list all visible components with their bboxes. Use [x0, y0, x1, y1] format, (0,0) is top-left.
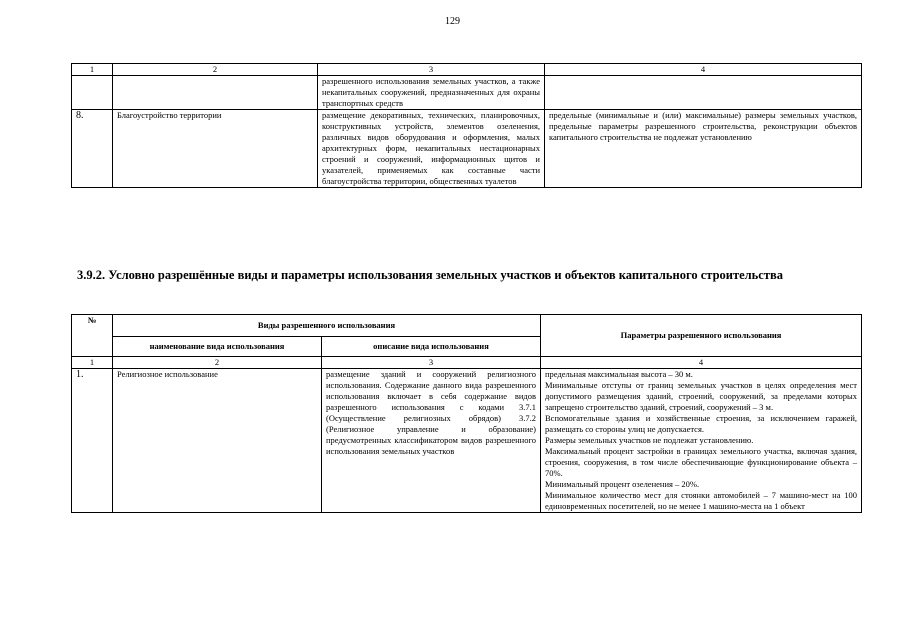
header-row	[72, 315, 862, 337]
param-line: предельная максимальная высота – 30 м.	[545, 369, 693, 379]
use-description-header: описание вида использования	[322, 337, 541, 357]
use-params: предельные (минимальные и (или) максимальные) размеры земельных участков, предельные параметры разрешенного строительства, реконструкции объектов капитального строительства не подлежат установлению	[545, 110, 862, 188]
number-header: №	[72, 315, 113, 357]
use-params-cell	[545, 76, 862, 110]
row-number: 8.	[72, 110, 113, 188]
column-number: 1	[72, 64, 113, 76]
table-row	[72, 76, 862, 110]
params-header: Параметры разрешенного использования	[541, 315, 862, 357]
column-number-row	[72, 64, 862, 76]
use-name: Религиозное использование	[113, 369, 322, 513]
use-name-header: наименование вида использования	[113, 337, 322, 357]
section-heading: 3.9.2. Условно разрешённые виды и параметры использования земельных участков и объектов капитального строительства	[77, 268, 783, 282]
use-params	[541, 369, 862, 513]
column-number: 4	[541, 357, 862, 369]
param-line: Размеры земельных участков не подлежат установлению.	[545, 435, 754, 445]
column-number: 3	[322, 357, 541, 369]
use-description: размещение декоративных, технических, планировочных, конструктивных устройств, элементов озеленения, различных видов оборудования и оформления, малых архитектурных форм, некапитальных нестационарных строений и сооружений, информационных щитов и указателей, применяемых как составные части благоустройства территории, общественных туалетов	[318, 110, 545, 188]
uses-group-header: Виды разрешенного использования	[113, 315, 541, 337]
row-num-cell	[72, 76, 113, 110]
row-number: 1.	[72, 369, 113, 513]
param-line: Максимальный процент застройки в границах земельного участка, включая здания, строения, сооружения, в том числе обеспечивающие функционирование объекта – 70%.	[545, 446, 857, 478]
column-number: 1	[72, 357, 113, 369]
column-number: 4	[545, 64, 862, 76]
column-number-row	[72, 357, 862, 369]
permitted-uses-table-continued	[71, 63, 862, 188]
use-description: размещение зданий и сооружений религиозного использования. Содержание данного вида разрешенного использования включает в себя содержание видов разрешенного использования с кодами 3.7.1 (Осуществление религиозных обрядов) 3.7.2 (Религиозное управление и образование) предусмотренных классификатором видов разрешенного использования земельных участков	[322, 369, 541, 513]
conditional-uses-table	[71, 314, 862, 513]
param-line: Минимальный процент озеленения – 20%.	[545, 479, 700, 489]
param-line: Минимальное количество мест для стоянки автомобилей – 7 машино-мест на 100 единовременных посетителей, но не менее 1 машино-места на 1 объект	[545, 490, 857, 511]
column-number: 3	[318, 64, 545, 76]
param-line: Вспомогательные здания и хозяйственные строения, за исключением гаражей, размещать со стороны улиц не допускается.	[545, 413, 857, 434]
column-number: 2	[113, 64, 318, 76]
table-row	[72, 110, 862, 188]
column-number: 2	[113, 357, 322, 369]
use-name: Благоустройство территории	[113, 110, 318, 188]
use-description-cell: разрешенного использования земельных участков, а также некапитальных сооружений, предназначенных для охраны транспортных средств	[318, 76, 545, 110]
page-number: 129	[445, 16, 460, 27]
use-name-cell	[113, 76, 318, 110]
param-line: Минимальные отступы от границ земельных участков в целях определения мест допустимого размещения зданий, строений, сооружений, за пределами которых запрещено строительство зданий, строений, сооружений – 3 м.	[545, 380, 857, 412]
table-row	[72, 369, 862, 513]
